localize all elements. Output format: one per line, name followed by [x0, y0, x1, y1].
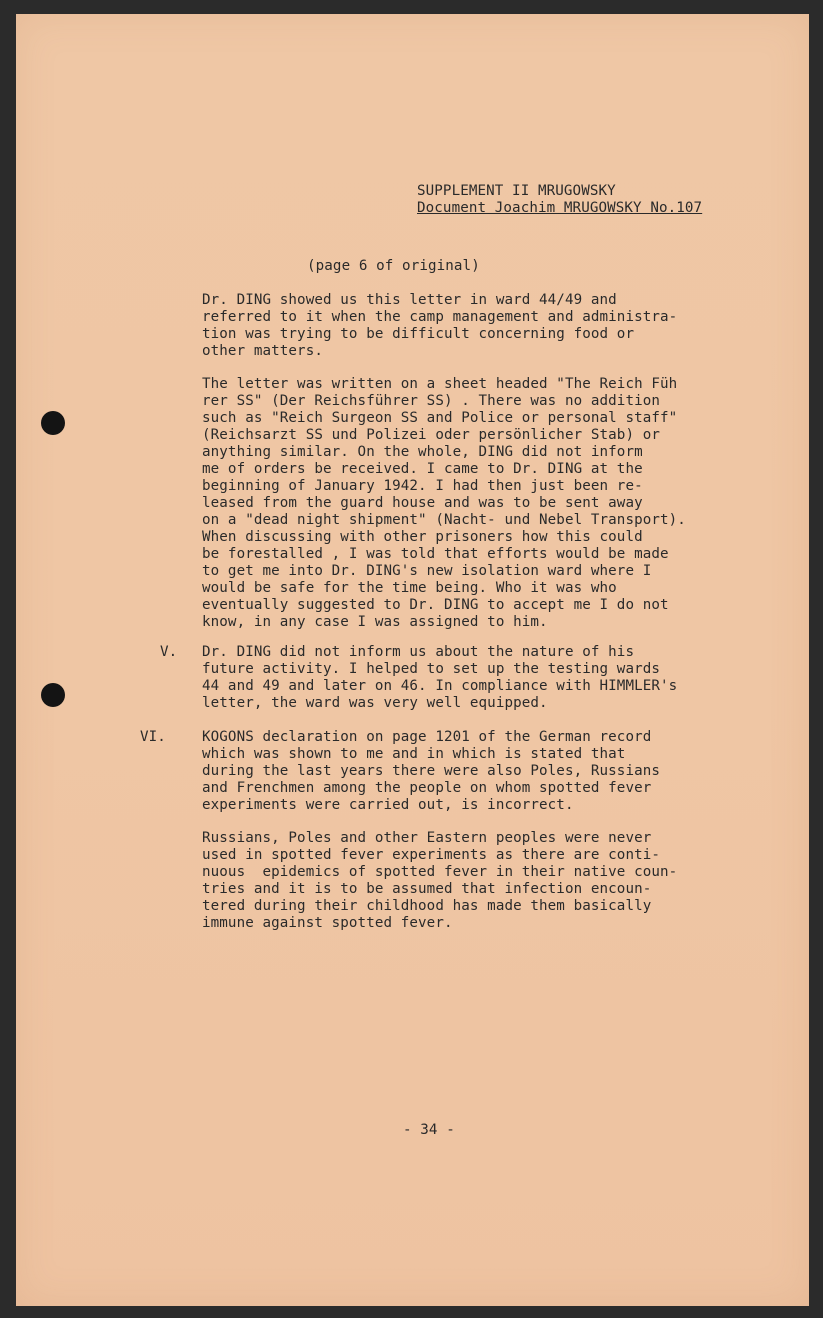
paragraph-5: Russians, Poles and other Eastern peoples were never used in spotted fever experiments as there are conti- nuous epidemics of spotted fever in their native coun- tries and it is to be assumed that infection encoun- tered during their childhood has made them basically immune against spotted fever.: [202, 830, 678, 931]
document-page: [16, 14, 809, 1306]
header-document-number: Document Joachim MRUGOWSKY No.107: [417, 200, 703, 216]
page-number: - 34 -: [403, 1122, 455, 1138]
page-note: (page 6 of original): [307, 258, 480, 274]
paragraph-1: Dr. DING showed us this letter in ward 44/49 and referred to it when the camp management and administra- tion was trying to be difficult concerning food or other matters.: [202, 292, 678, 359]
paragraph-2: The letter was written on a sheet headed "The Reich Füh rer SS" (Der Reichsführer SS) . There was no addition such as "Reich Surgeon SS and Police or personal staff" (Reichsarzt SS und Polizei oder persönlicher Stab) or anything similar. On the whole, DING did not inform me of orders be received. I came to Dr. DING at the beginning of January 1942. I had then just been re- leased from the guard house and was to be sent away on a "dead night shipment" (Nacht- und Nebel Transport). When discussing with other prisoners how this could be forestalled , I was told that efforts would be made to get me into Dr. DING's new isolation ward where I would be safe for the time being. Who it was who eventually suggested to Dr. DING to accept me I do not know, in any case I was assigned to him.: [202, 376, 686, 630]
punch-hole-bottom: [41, 683, 65, 707]
document-header: [417, 183, 702, 217]
paragraph-4: KOGONS declaration on page 1201 of the German record which was shown to me and in which is stated that during the last years there were also Poles, Russians and Frenchmen among the people on whom spotted fever experiments were carried out, is incorrect.: [202, 729, 661, 813]
section-numeral-vi: VI.: [140, 729, 166, 745]
punch-hole-top: [41, 411, 65, 435]
paragraph-3: Dr. DING did not inform us about the nature of his future activity. I helped to set up the testing wards 44 and 49 and later on 46. In compliance with HIMMLER's letter, the ward was very well equipped.: [202, 644, 678, 711]
section-numeral-v: V.: [160, 644, 178, 660]
header-supplement: SUPPLEMENT II MRUGOWSKY: [417, 183, 616, 199]
